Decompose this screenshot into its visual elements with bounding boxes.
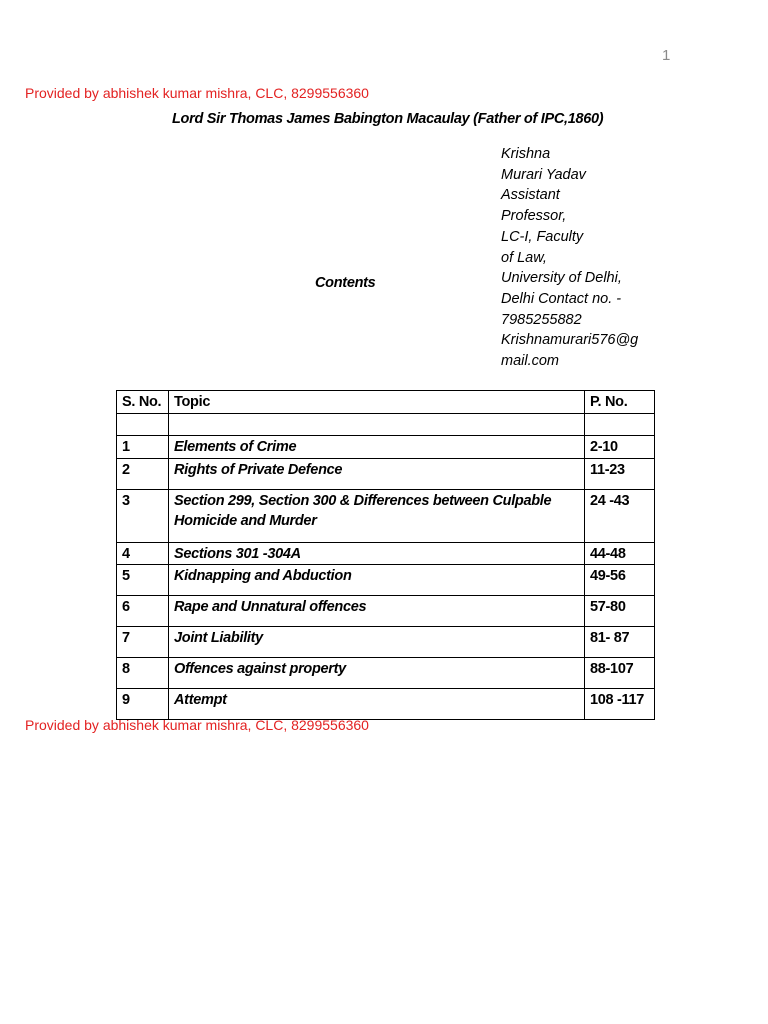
row-page: 11-23 [585,458,655,489]
provider-note-bottom: Provided by abhishek kumar mishra, CLC, 8299556360 [25,717,369,733]
row-topic: Rights of Private Defence [169,458,585,489]
row-sno: 1 [117,436,169,459]
table-row [117,458,655,489]
author-line: LC-I, Faculty [501,228,584,245]
row-sno: 6 [117,596,169,627]
row-topic: Attempt [169,689,585,720]
author-line: Delhi Contact no. - [501,290,622,307]
provider-note-top: Provided by abhishek kumar mishra, CLC, 8299556360 [25,85,369,101]
row-sno: 8 [117,658,169,689]
row-sno: 3 [117,489,169,542]
table-header-row [117,391,655,414]
author-line: Krishna [501,146,551,162]
header-page: P. No. [585,391,655,414]
author-line: Murari Yadav [501,166,586,183]
spacer-cell [117,414,169,436]
document-title: Lord Sir Thomas James Babington Macaulay (Father of IPC,1860) [172,111,604,127]
table-row [117,596,655,627]
author-line: 7985255882 [501,311,582,328]
table-row [117,542,655,565]
row-sno: 7 [117,627,169,658]
contents-table [116,390,655,720]
row-page: 88-107 [585,658,655,689]
author-line: Assistant [501,187,560,204]
row-sno: 2 [117,458,169,489]
row-sno: 9 [117,689,169,720]
table-row [117,489,655,542]
row-topic: Sections 301 -304A [169,542,585,565]
spacer-cell [169,414,585,436]
row-topic: Section 299, Section 300 & Differences between Culpable Homicide and Murder [169,489,585,542]
row-sno: 4 [117,542,169,565]
row-topic: Elements of Crime [169,436,585,459]
header-sno: S. No. [117,391,169,414]
row-topic: Offences against property [169,658,585,689]
row-topic: Kidnapping and Abduction [169,565,585,596]
author-line: Krishnamurari576@g [501,332,639,349]
row-page: 81- 87 [585,627,655,658]
table-row [117,658,655,689]
header-topic: Topic [169,391,585,414]
row-page: 57-80 [585,596,655,627]
table-row [117,627,655,658]
table-spacer-row [117,414,655,436]
table-row [117,436,655,459]
contents-heading: Contents [315,275,376,291]
row-sno: 5 [117,565,169,596]
author-line: of Law, [501,249,547,266]
author-line: Professor, [501,208,567,225]
row-page: 24 -43 [585,489,655,542]
row-topic: Rape and Unnatural offences [169,596,585,627]
table-row [117,689,655,720]
table-row [117,565,655,596]
author-line: University of Delhi, [501,270,622,287]
page-number: 1 [662,47,671,64]
row-topic: Joint Liability [169,627,585,658]
row-page: 44-48 [585,542,655,565]
row-page: 49-56 [585,565,655,596]
row-page: 108 -117 [585,689,655,720]
spacer-cell [585,414,655,436]
author-info [501,144,661,372]
author-line: mail.com [501,353,560,370]
row-page: 2-10 [585,436,655,459]
